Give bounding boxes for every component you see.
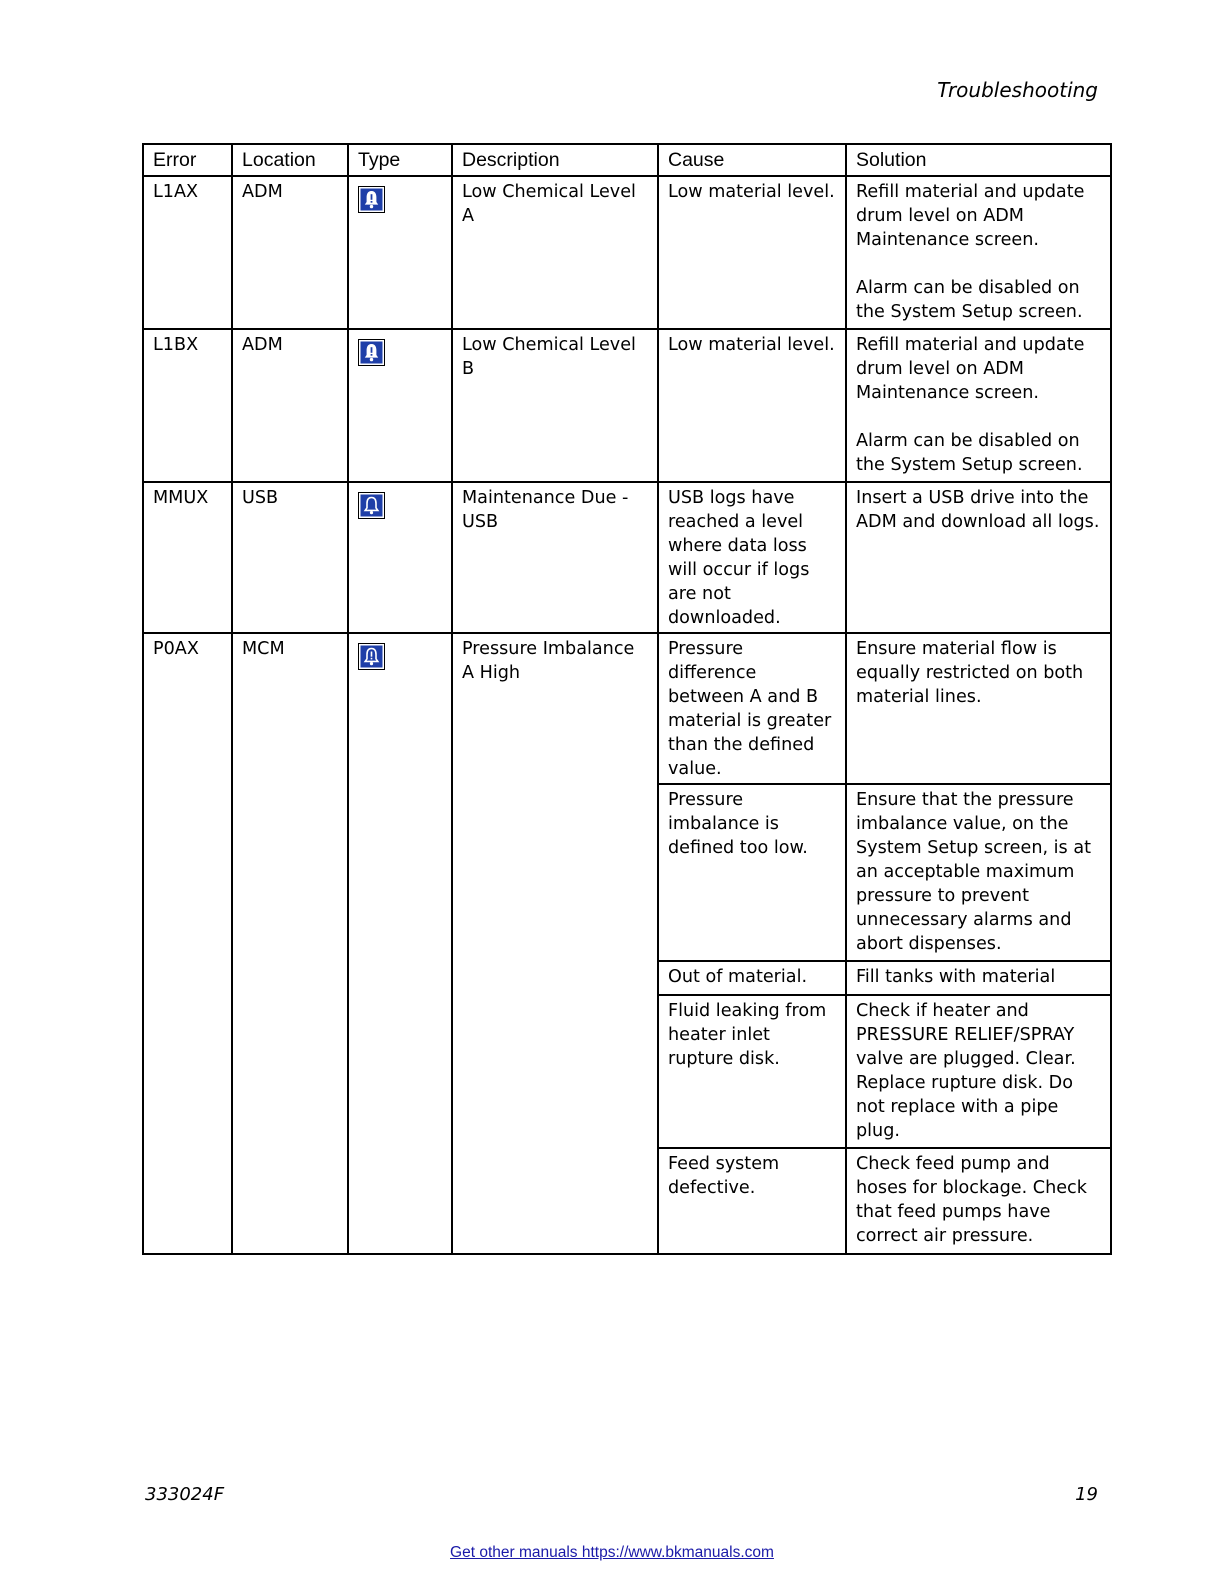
- location: MCM: [232, 633, 348, 1254]
- cause: Fluid leaking from heater inlet rupture disk.: [658, 995, 846, 1148]
- cause: Pressure difference between A and B material is greater than the defined value.: [658, 633, 846, 784]
- column-header-description: Description: [452, 144, 658, 176]
- description: Maintenance Due - USB: [452, 482, 658, 633]
- table-row: [143, 176, 1111, 329]
- error-code: P0AX: [143, 633, 232, 1254]
- solution: Refill material and update drum level on ADM Maintenance screen. Alarm can be disabled on the System Setup screen.: [846, 176, 1111, 329]
- table-row: [143, 329, 1111, 482]
- solution: Ensure material flow is equally restricted on both material lines.: [846, 633, 1111, 784]
- description: Low Chemical Level B: [452, 329, 658, 482]
- page-number: 19: [1075, 1484, 1098, 1505]
- location: ADM: [232, 329, 348, 482]
- cause: USB logs have reached a level where data loss will occur if logs are not downloaded.: [658, 482, 846, 633]
- error-code: L1BX: [143, 329, 232, 482]
- troubleshooting-table: [142, 143, 1112, 1255]
- advisory-bell-icon: [358, 186, 385, 213]
- cause: Low material level.: [658, 329, 846, 482]
- advisory-bell-icon: [358, 339, 385, 366]
- cause: Low material level.: [658, 176, 846, 329]
- solution: Refill material and update drum level on ADM Maintenance screen. Alarm can be disabled on the System Setup screen.: [846, 329, 1111, 482]
- description: Pressure Imbalance A High: [452, 633, 658, 1254]
- column-header-type: Type: [348, 144, 452, 176]
- section-title: Troubleshooting: [937, 78, 1098, 102]
- solution: Ensure that the pressure imbalance value, on the System Setup screen, is at an acceptable maximum pressure to prevent unnecessary alarms and abort dispenses.: [846, 784, 1111, 961]
- document-number: 333024F: [145, 1484, 225, 1505]
- error-code: MMUX: [143, 482, 232, 633]
- column-header-cause: Cause: [658, 144, 846, 176]
- table-row: [143, 633, 1111, 784]
- solution: Check feed pump and hoses for blockage. Check that feed pumps have correct air pressure.: [846, 1148, 1111, 1254]
- cause: Out of material.: [658, 961, 846, 995]
- column-header-location: Location: [232, 144, 348, 176]
- table-header-row: [143, 144, 1111, 176]
- column-header-error: Error: [143, 144, 232, 176]
- type-cell: [348, 633, 452, 1254]
- type-cell: [348, 176, 452, 329]
- cause: Pressure imbalance is defined too low.: [658, 784, 846, 961]
- deviation-bell-icon: [358, 492, 385, 519]
- table-row: [143, 482, 1111, 633]
- description: Low Chemical Level A: [452, 176, 658, 329]
- column-header-solution: Solution: [846, 144, 1111, 176]
- advisory-bell-icon: [358, 643, 385, 670]
- type-cell: [348, 482, 452, 633]
- location: ADM: [232, 176, 348, 329]
- solution: Fill tanks with material: [846, 961, 1111, 995]
- manuals-link[interactable]: Get other manuals https://www.bkmanuals.com: [450, 1544, 774, 1561]
- solution: Check if heater and PRESSURE RELIEF/SPRAY valve are plugged. Clear. Replace rupture disk. Do not replace with a pipe plug.: [846, 995, 1111, 1148]
- type-cell: [348, 329, 452, 482]
- error-code: L1AX: [143, 176, 232, 329]
- solution: Insert a USB drive into the ADM and download all logs.: [846, 482, 1111, 633]
- location: USB: [232, 482, 348, 633]
- cause: Feed system defective.: [658, 1148, 846, 1254]
